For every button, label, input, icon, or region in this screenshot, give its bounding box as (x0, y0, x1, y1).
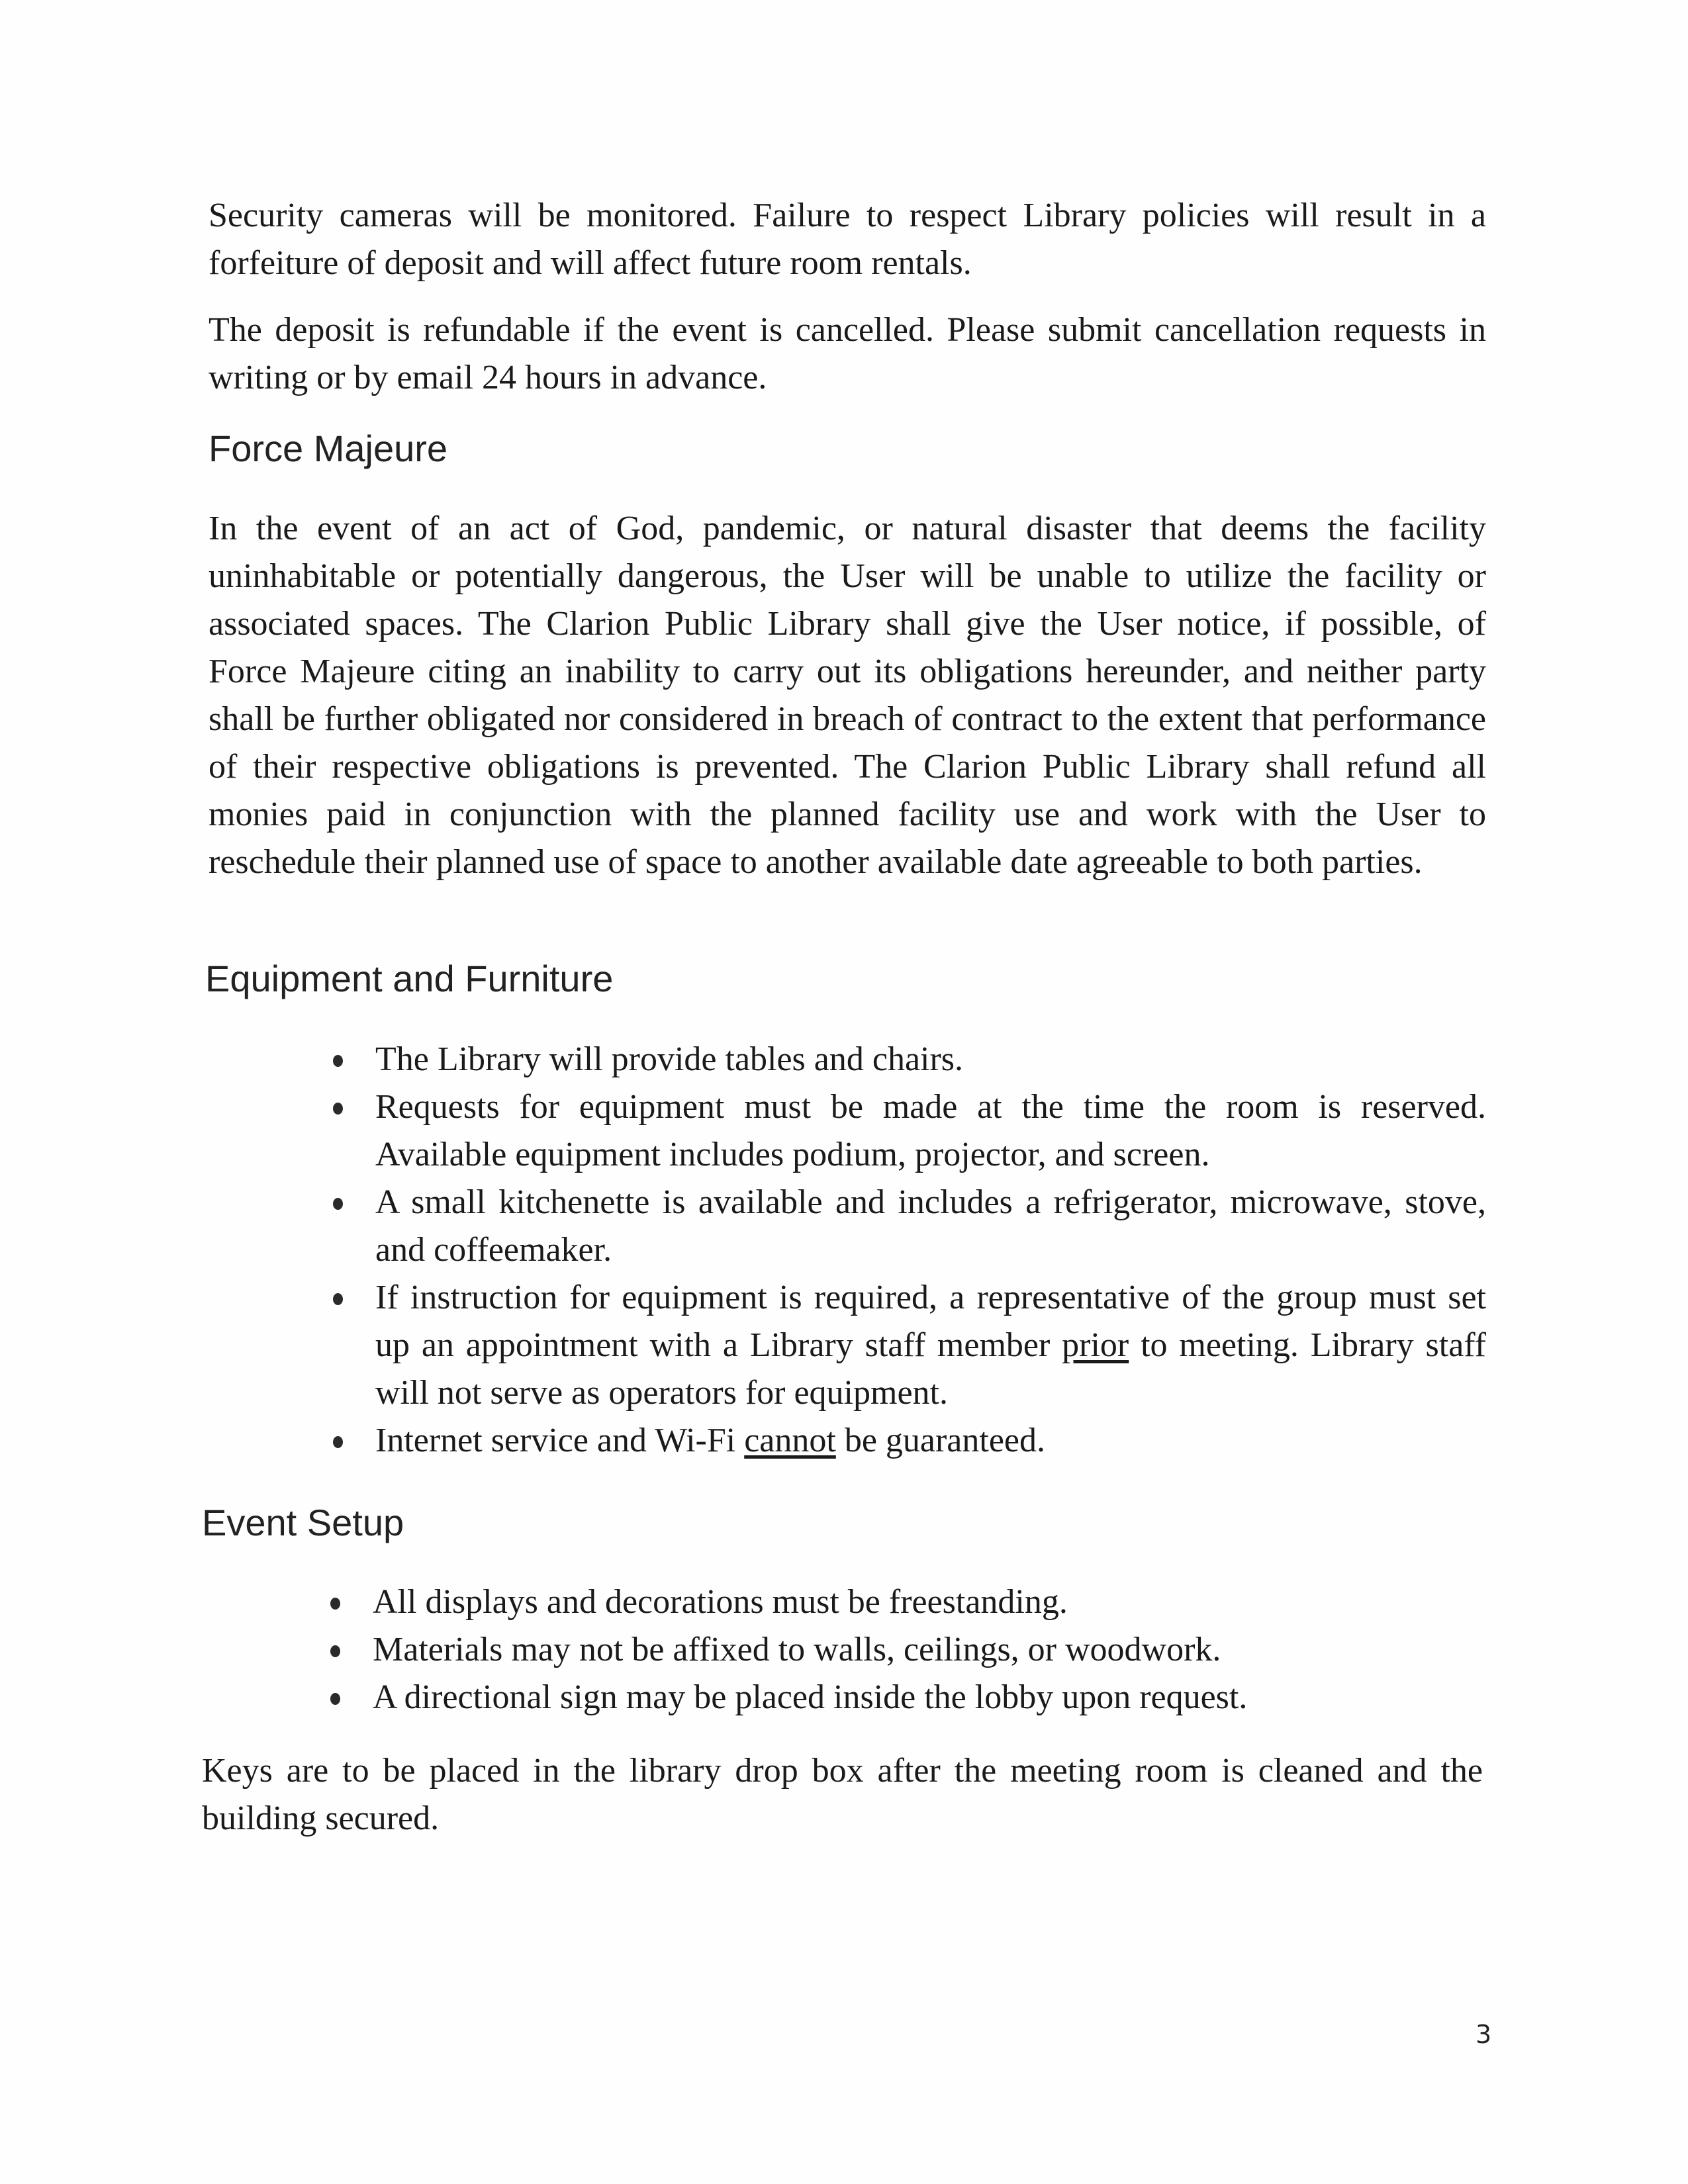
event-setup-item (326, 1674, 1486, 1721)
equipment-item (329, 1274, 1486, 1417)
equipment-item (329, 1417, 1486, 1465)
bullet-icon (333, 1103, 343, 1115)
page-number: 3 (1476, 2020, 1492, 2049)
bullet-icon (333, 1055, 343, 1067)
keys-paragraph: Keys are to be placed in the library drop box after the meeting room is cleaned and the building secured. (202, 1752, 1483, 1837)
force-majeure-heading: Force Majeure (209, 428, 448, 469)
equipment-item-text: to meeting. Library staff will not serve as operators for equipment. (375, 1326, 1486, 1412)
event-setup-item (326, 1578, 1486, 1626)
force-majeure-paragraph: In the event of an act of God, pandemic, or natural disaster that deems the facility uninhabitable or potentially dangerous, the User will be unable to utilize the facility or associated spaces. The Clarion Public Library shall give the User notice, if possible, of Force Majeure citing an inability to carry out its obligations hereunder, and neither party shall be further obligated nor considered in breach of contract to the extent that performance of their respective obligations is prevented. The Clarion Public Library shall refund all monies paid in conjunction with the planned facility use and work with the User to reschedule their planned use of space to another available date agreeable to both parties. (209, 510, 1486, 881)
bullet-icon (333, 1436, 343, 1448)
equipment-item-text: Internet service and Wi-Fi (375, 1422, 745, 1459)
bullet-icon (330, 1693, 340, 1705)
underlined-word: cannot (744, 1422, 836, 1459)
equipment-item (329, 1179, 1486, 1274)
equipment-list (329, 1036, 1486, 1465)
bullet-icon (330, 1598, 340, 1610)
equipment-item-text: The Library will provide tables and chairs. (375, 1040, 964, 1078)
equipment-item (329, 1083, 1486, 1179)
bullet-icon (330, 1645, 340, 1657)
bullet-icon (333, 1293, 343, 1305)
equipment-item-text: A small kitchenette is available and includes a refrigerator, microwave, stove, and coffeemaker. (375, 1183, 1486, 1269)
event-setup-item-text: A directional sign may be placed inside the lobby upon request. (373, 1678, 1248, 1716)
equipment-item (329, 1036, 1486, 1083)
event-setup-list (326, 1578, 1486, 1721)
event-setup-item-text: Materials may not be affixed to walls, ceilings, or woodwork. (373, 1631, 1221, 1668)
equipment-item-text: If instruction for equipment is required, a representative of the group must set up an appointment with a Library staff member (375, 1279, 1486, 1364)
event-setup-item (326, 1626, 1486, 1674)
equipment-heading: Equipment and Furniture (205, 958, 614, 999)
deposit-paragraph: The deposit is refundable if the event is cancelled. Please submit cancellation requests in writing or by email 24 hours in advance. (209, 311, 1486, 396)
event-setup-item-text: All displays and decorations must be freestanding. (373, 1583, 1068, 1621)
event-setup-heading: Event Setup (202, 1502, 404, 1543)
bullet-icon (333, 1198, 343, 1210)
equipment-item-text: be guaranteed. (835, 1422, 1045, 1459)
equipment-item-text: Requests for equipment must be made at the time the room is reserved. Available equipment includes podium, projector, and screen. (375, 1088, 1486, 1173)
underlined-word: prior (1062, 1326, 1129, 1364)
security-paragraph: Security cameras will be monitored. Failure to respect Library policies will result in a forfeiture of deposit and will affect future room rentals. (209, 197, 1486, 282)
